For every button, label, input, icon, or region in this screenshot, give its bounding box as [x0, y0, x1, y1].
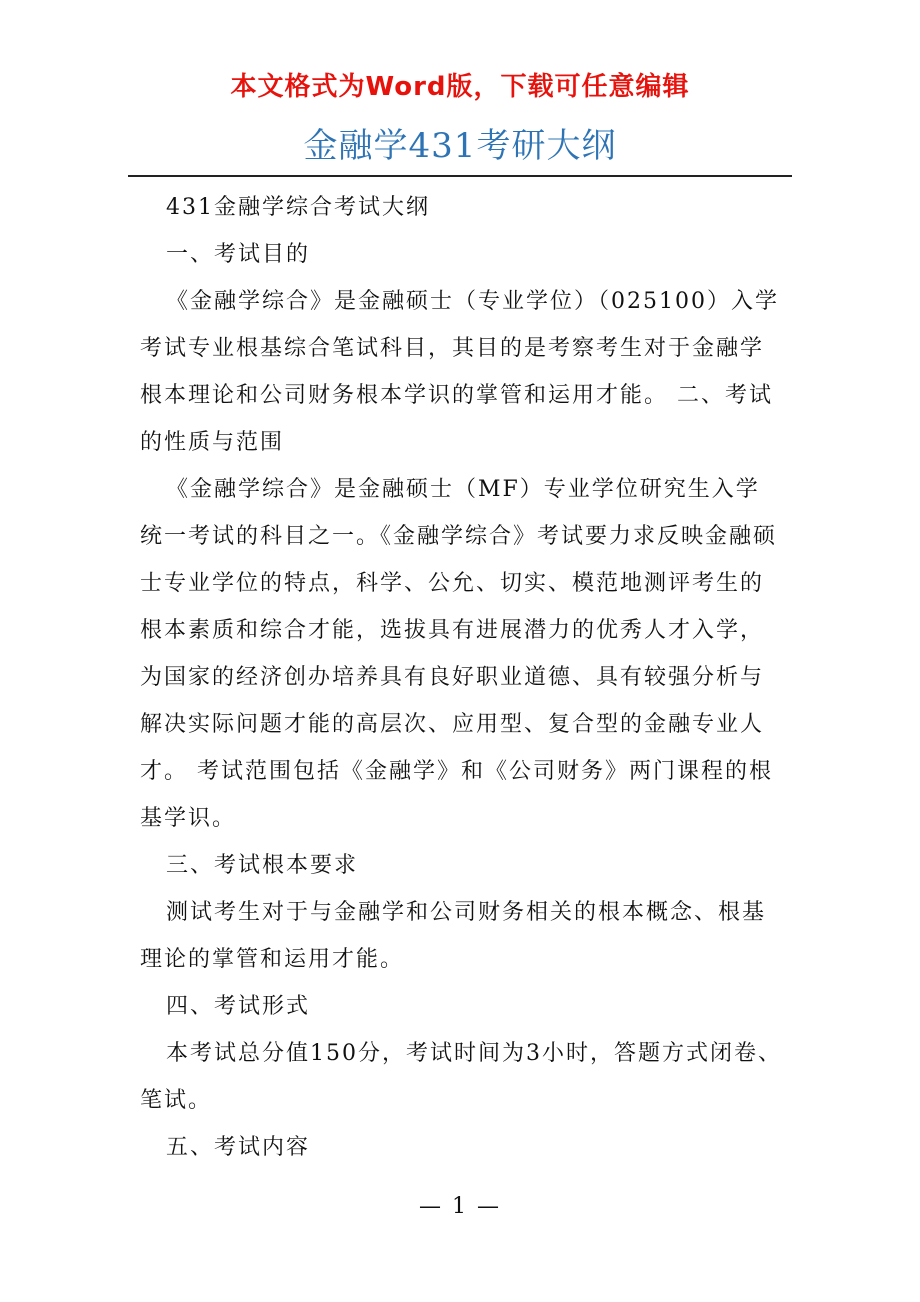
section-heading-basic-requirements: 三、考试根本要求	[166, 853, 359, 878]
format-banner: 本文格式为Word版，下载可任意编辑	[230, 72, 690, 102]
document-body	[140, 184, 782, 1171]
paragraph-heading-syllabus: 431金融学综合考试大纲	[166, 195, 430, 220]
paragraph-basic-requirements: 测试考生对于与金融学和公司财务相关的根本概念、根基理论的掌管和运用才能。	[140, 900, 767, 972]
document-title: 金融学431考研大纲	[303, 126, 617, 166]
section-heading-exam-format: 四、考试形式	[166, 994, 311, 1019]
title-divider	[128, 175, 792, 177]
paragraph-exam-nature-scope: 《金融学综合》是金融硕士（MF）专业学位研究生入学统一考试的科目之一。《金融学综合》考试要力求反映金融硕士专业学位的特点，科学、公允、切实、模范地测评考生的根本素质和综合才能，选拔具有进展潜力的优秀人才入学，为国家的经济创办培养具有良好职业道德、具有较强分析与解决实际问题才能的高层次、应用型、复合型的金融专业人才。 考试范围包括《金融学》和《公司财务》两门课程的根基学识。	[140, 477, 778, 831]
section-heading-exam-content: 五、考试内容	[166, 1135, 311, 1160]
page-number: — 1 —	[419, 1194, 501, 1219]
paragraph-exam-purpose: 《金融学综合》是金融硕士（专业学位）（025100）入学考试专业根基综合笔试科目，其目的是考察考生对于金融学根本理论和公司财务根本学识的掌管和运用才能。 二、考试的性质与范围	[140, 289, 779, 455]
paragraph-exam-format: 本考试总分值150分，考试时间为3小时，答题方式闭卷、笔试。	[140, 1041, 782, 1113]
section-heading-exam-purpose: 一、考试目的	[166, 242, 311, 267]
